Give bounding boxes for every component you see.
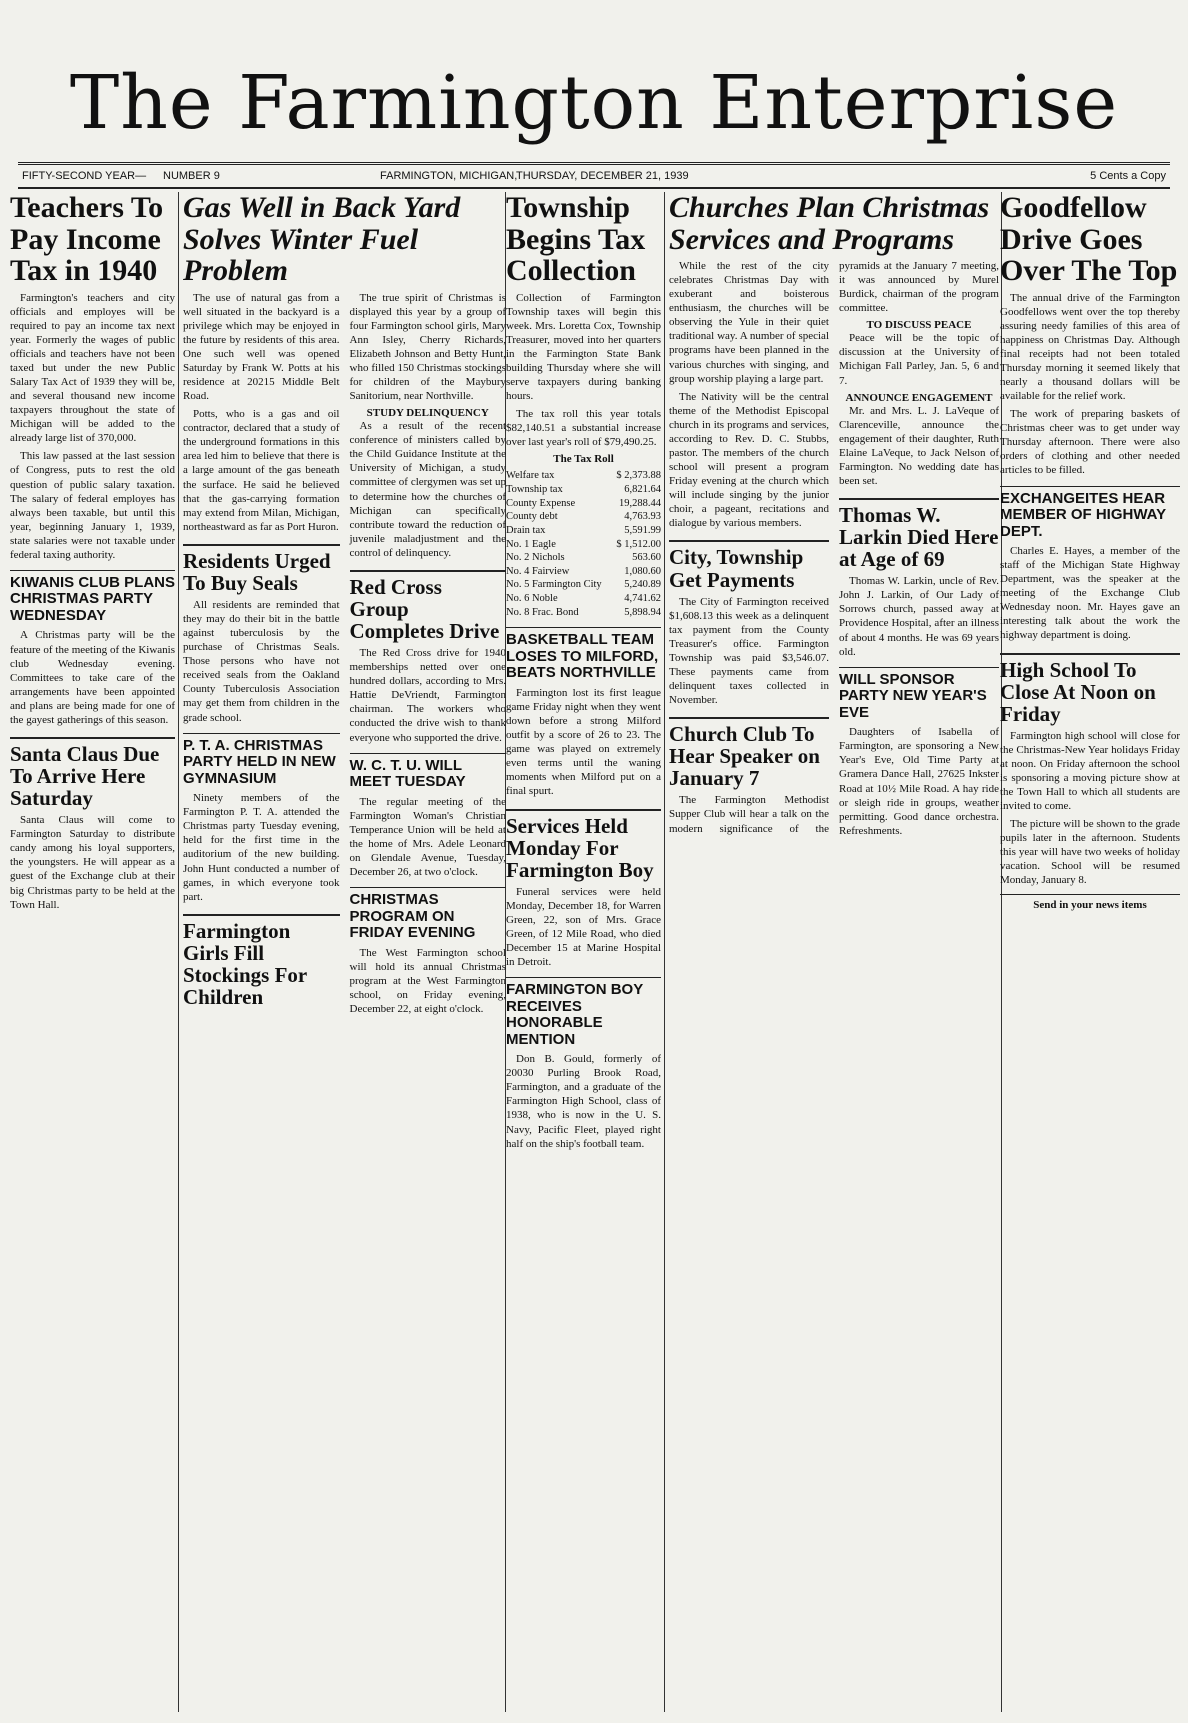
article-paragraph: The regular meeting of the Farmington Woman's Christian Temperance Union will be held at the home of Mrs. Adele Leonard on Glendale Avenue, Tuesday, December 26, at two o'clock. [349,795,506,878]
article-paragraph: All residents are reminded that they may do their bit in the battle against tuberculosis by the purchase of Christmas Seals. Those persons who have not received seals from the Oakland County Tuberculosis Association may get them from children in the grade school. [183,598,340,724]
tax-roll-item: No. 1 Eagle [506,538,556,550]
article-paragraph: Farmington lost its first league game Friday night when they went down before a strong Milford outfit by a score of 26 to 23. The game was played on extremely even terms until the waning moments when Milford put on a final spurt. [506,686,661,798]
tax-roll-amount: 563.60 [632,552,661,564]
tax-roll-item: Township tax [506,484,563,495]
headline-church-club: Church Club To Hear Speaker on January 7 [669,717,829,789]
tax-roll-row [506,510,661,524]
article-paragraph: The West Farmington school will hold its annual Christmas program at the West Farmington school, on Friday evening, December 22, at eight o'clock. [349,946,506,1015]
tax-roll-amount: 4,763.93 [624,511,661,523]
dateline-date: THURSDAY, DECEMBER 21, 1939 [516,170,689,182]
article-paragraph: Thomas W. Larkin, uncle of Rev. John J. Larkin, of Our Lady of Sorrows church, passed away at Providence Hospital, after an illness of about 4 months. He was 69 years old. [839,575,999,658]
headline-basketball: BASKETBALL TEAM LOSES TO MILFORD, BEATS NORTHVILLE [506,627,661,682]
subhead-engagement: ANNOUNCE ENGAGEMENT [845,391,993,404]
tax-roll-item: Drain tax [506,524,546,536]
footer-news-items: Send in your news items [1000,894,1180,911]
article-paragraph: While the rest of the city celebrates Christmas Day with exuberant and boisterous enthusiasm, the churches will be observing the Yule in their quiet traditional way. A number of special programs have been planned in the various churches with singing, and group worship playing a large part. [669,260,829,385]
subhead-delinquency: STUDY DELINQUENCY [366,407,489,420]
article-paragraph: The work of preparing baskets of Christmas cheer was to get under way Thursday afternoon. There were also orders of clothing and other needed articles to be filled. [1000,408,1180,477]
column-4 [669,192,999,1712]
headline-churches: Churches Plan Christmas Services and Programs [669,192,990,256]
dateline-place: FARMINGTON, MICHIGAN, [380,170,518,182]
headline-goodfellow: Goodfellow Drive Goes Over The Top [1000,192,1178,287]
article-paragraph: Farmington's teachers and city officials and employes will be required to pay an income tax next year. Formerly the wages of public officials and teachers have not been taxed but under the new Public Salary Tax Act of 1939 they will be, and several thousand new income taxpayers throughout the state of Michigan will be added to the already large list of 370,000. [10,291,175,445]
headline-teachers-income-tax: Teachers To Pay Income Tax in 1940 [10,192,164,287]
headline-honorable-mention: FARMINGTON BOY RECEIVES HONORABLE MENTION [506,977,661,1048]
tax-roll-row [506,592,661,606]
article-paragraph: Peace will be the topic of discussion at the University of Michigan Fall Parley, Jan. 5, 6 and 7. [839,332,999,387]
tax-roll-amount: 1,080.60 [624,565,661,577]
tax-roll-item: County debt [506,511,558,523]
tax-roll-row [506,469,661,483]
headline-christmas-program: CHRISTMAS PROGRAM ON FRIDAY EVENING [350,887,507,942]
tax-roll-item: County Expense [506,497,576,509]
article-paragraph: The picture will be shown to the grade pupils later in the afternoon. Students this year will have two weeks of holiday vacation. School will be resumed Monday, January 8. [1000,818,1180,887]
tax-roll-table [506,469,661,619]
headline-services-held: Services Held Monday For Farmington Boy [506,809,661,881]
headline-seals: Residents Urged To Buy Seals [183,544,340,594]
tax-roll-row [506,578,661,592]
article-paragraph: Mr. and Mrs. L. J. LaVeque of Clarenceville, announce the engagement of their daughter, Ruth Elaine LaVeque, to Jack Nelson of Farmington. No wedding date has been set. [839,404,999,488]
tax-roll-row [506,483,661,497]
article-paragraph: Collection of Farmington Township taxes will begin this week. Mrs. Loretta Cox, Township Treasurer, moved into her quarters in the Farmington State Bank building Thursday where she will serve taxpayers during banking hours. [506,291,661,403]
article-paragraph: Don B. Gould, formerly of 20030 Purling Brook Road, Farmington, and a graduate of the Farmington High School, class of 1938, who is now in the U. S. Navy, Pacific Fleet, played right half on the ship's football team. [506,1053,661,1150]
subhead-discuss-peace: TO DISCUSS PEACE [866,319,972,332]
headline-girls-stockings: Farmington Girls Fill Stockings For Children [183,914,340,1008]
article-paragraph: The annual drive of the Farmington Goodfellows went over the top thereby assuring needy families of this area of happiness on Christmas Day. Although final receipts had not been totaled Thursday morning it seemed likely that nearly a thousand dollars will be available for the relief work. [1000,291,1180,403]
headline-pta-party: P. T. A. CHRISTMAS PARTY HELD IN NEW GYMNASIUM [183,733,340,788]
column-5 [1000,192,1180,1712]
headline-high-school-close: High School To Close At Noon on Friday [1000,653,1180,725]
tax-roll-row [506,565,661,579]
tax-roll-amount: 5,898.94 [624,606,661,618]
tax-roll-item: No. 4 Fairview [506,565,570,577]
tax-roll-amount: 5,591.99 [624,524,661,536]
tax-roll-amount: $ 1,512.00 [616,538,661,550]
dateline-number: NUMBER 9 [163,170,220,182]
tax-roll-amount: 4,741.62 [624,593,661,605]
tax-roll-amount: $ 2,373.88 [616,470,661,482]
article-paragraph: Potts, who is a gas and oil contractor, declared that a study of the underground formations in this area led him to believe that there is a large amount of the gas beneath the surface. He said he believed that the gas-carrying formation may extend from Milan, Michigan, northeastward as far as Port Huron. [183,408,340,533]
tax-roll-row [506,538,661,552]
column-rule [664,192,665,1712]
article-paragraph: The tax roll this year totals $82,140.51 a substantial increase over last year's roll of $79,490.25. [506,408,661,449]
headline-exchangeites: EXCHANGEITES HEAR MEMBER OF HIGHWAY DEPT. [1000,486,1180,541]
tax-roll-amount: 5,240.89 [624,579,661,591]
headline-township-tax: Township Begins Tax Collection [506,192,646,287]
tax-roll-row [506,551,661,565]
headline-kiwanis-party: KIWANIS CLUB PLANS CHRISTMAS PARTY WEDNESDAY [10,570,175,625]
tax-roll-item: No. 6 Noble [506,593,558,605]
tax-roll-item: Welfare tax [506,470,555,482]
tax-roll-amount: 6,821.64 [624,484,661,495]
tax-roll-item: No. 8 Frac. Bond [506,606,579,618]
headline-gas-well: Gas Well in Back Yard Solves Winter Fuel Problem [183,192,461,287]
article-paragraph: The City of Farmington received $1,608.13 this week as a delinquent tax payment from the County Treasurer's office. Farmington Township was paid $3,546.07. These payments came from delinquent taxes collected in November. [669,595,829,707]
dateline-price: 5 Cents a Copy [1090,170,1166,182]
headline-wctu: W. C. T. U. WILL MEET TUESDAY [350,753,507,791]
column-2 [183,192,506,1712]
article-paragraph: Farmington high school will close for the Christmas-New Year holidays Friday at noon. On Friday afternoon the school is sponsoring a moving picture show at the Town Hall to which all students are invited to come. [1000,729,1180,813]
two-column-body [669,259,999,839]
dateline-bar [18,162,1170,189]
headline-city-township-payments: City, Township Get Payments [669,540,829,590]
article-paragraph: This law passed at the last session of Congress, puts to rest the old question of public salary taxation. The salary of federal employes has always been taxable, but until this year, beginning January 1, 1939, state salaries were not taxable under federal taxing authority. [10,450,175,561]
article-paragraph: A Christmas party will be the feature of the meeting of the Kiwanis club Wednesday evening. Committees to take care of the arrangements have been appointed and plans are being made for one of the gayest gatherings of this season. [10,629,175,726]
tax-roll-item: No. 2 Nichols [506,552,565,564]
masthead: The Farmington Enterprise [69,60,1119,146]
article-paragraph: The use of natural gas from a well situated in the backyard is a privilege which may be enjoyed in the future by residents of this area. One such well was opened Saturday by Frank W. Potts at his residence at 20215 Middle Belt Road. [183,291,340,403]
headline-red-cross: Red Cross Group Completes Drive [350,570,507,642]
tax-roll-title: The Tax Roll [553,453,614,466]
headline-santa-claus: Santa Claus Due To Arrive Here Saturday [10,737,175,809]
tax-roll-row [506,497,661,511]
two-column-body [183,291,506,1016]
column-1 [10,192,175,1712]
column-rule [178,192,179,1712]
article-paragraph: As a result of the recent conference of ministers called by the Child Guidance Institute at the University of Michigan, a study committee of clergymen was set up to determine how the churches of Michigan can specifically contribute toward the reduction of juvenile maladjustment and the control of delinquency. [349,420,506,559]
article-paragraph: The Red Cross drive for 1940 memberships netted over one hundred dollars, according to Mrs. Hattie DeVriendt, Farmington chairman. The workers who conducted the drive wish to thank everyone who supported the drive. [349,647,506,744]
article-paragraph: Santa Claus will come to Farmington Saturday to distribute candy among his loyal supporters, the youngsters. He will appear as a guest of the Exchange club at their big Christmas party to be held at the Town Hall. [10,814,175,911]
headline-new-years-party: WILL SPONSOR PARTY NEW YEAR'S EVE [839,667,999,722]
dateline-volume: FIFTY-SECOND YEAR— [22,170,147,182]
article-paragraph: The true spirit of Christmas is displayed this year by a group of four Farmington school girls, Mary Ann Isley, Cherry Richards, Elizabeth Johnson and Betty Hunt, who filled 150 Christmas stockings for children of the Maybury Sanitorium, near Northville. [349,291,506,403]
article-paragraph: Funeral services were held Monday, December 18, for Warren Green, 22, son of Mrs. Grace Green, of 12 Mile Road, who died December 15 at Marine Hospital in Detroit. [506,885,661,969]
column-3 [506,192,661,1712]
headline-larkin: Thomas W. Larkin Died Here at Age of 69 [839,498,999,570]
tax-roll-row [506,524,661,538]
article-paragraph: Daughters of Isabella of Farmington, are sponsoring a New Year's Eve, Old Time Party at Gramera Dance Hall, 27625 Inkster Road at 10½ Mile Road. A hay ride or sleigh ride in groups, weather permitting. Good dance orchestra. Refreshments. [839,726,999,837]
tax-roll-amount: 19,288.44 [619,497,661,509]
article-paragraph: The Nativity will be the central theme of the Methodist Episcopal church in its programs and services, according to Rev. D. C. Stubbs, pastor. The members of the church school will present a program Friday evening at the church which will include singing by the junior choir, a pageant, recitations and dialogue by various members. [669,390,829,530]
tax-roll-item: No. 5 Farmington City [506,579,602,591]
article-paragraph: The Farmington Methodist Supper Club will hear a talk on the modern significance of the pyramids at the January 7 meeting, it was announced by Murel Burdick, chairman of the program committee. [669,260,999,835]
tax-roll-row [506,606,661,620]
article-paragraph: Ninety members of the Farmington P. T. A. attended the Christmas party Tuesday evening, held for the first time in the auditorium of the new building. John Hunt conducted a number of games, in which everyone took part. [183,792,340,903]
article-paragraph: Charles E. Hayes, a member of the staff of the Michigan State Highway Department, was the speaker at the meeting of the Exchange Club Wednesday noon. Mr. Hayes gave an interesting talk about the work the highway department is doing. [1000,545,1180,642]
